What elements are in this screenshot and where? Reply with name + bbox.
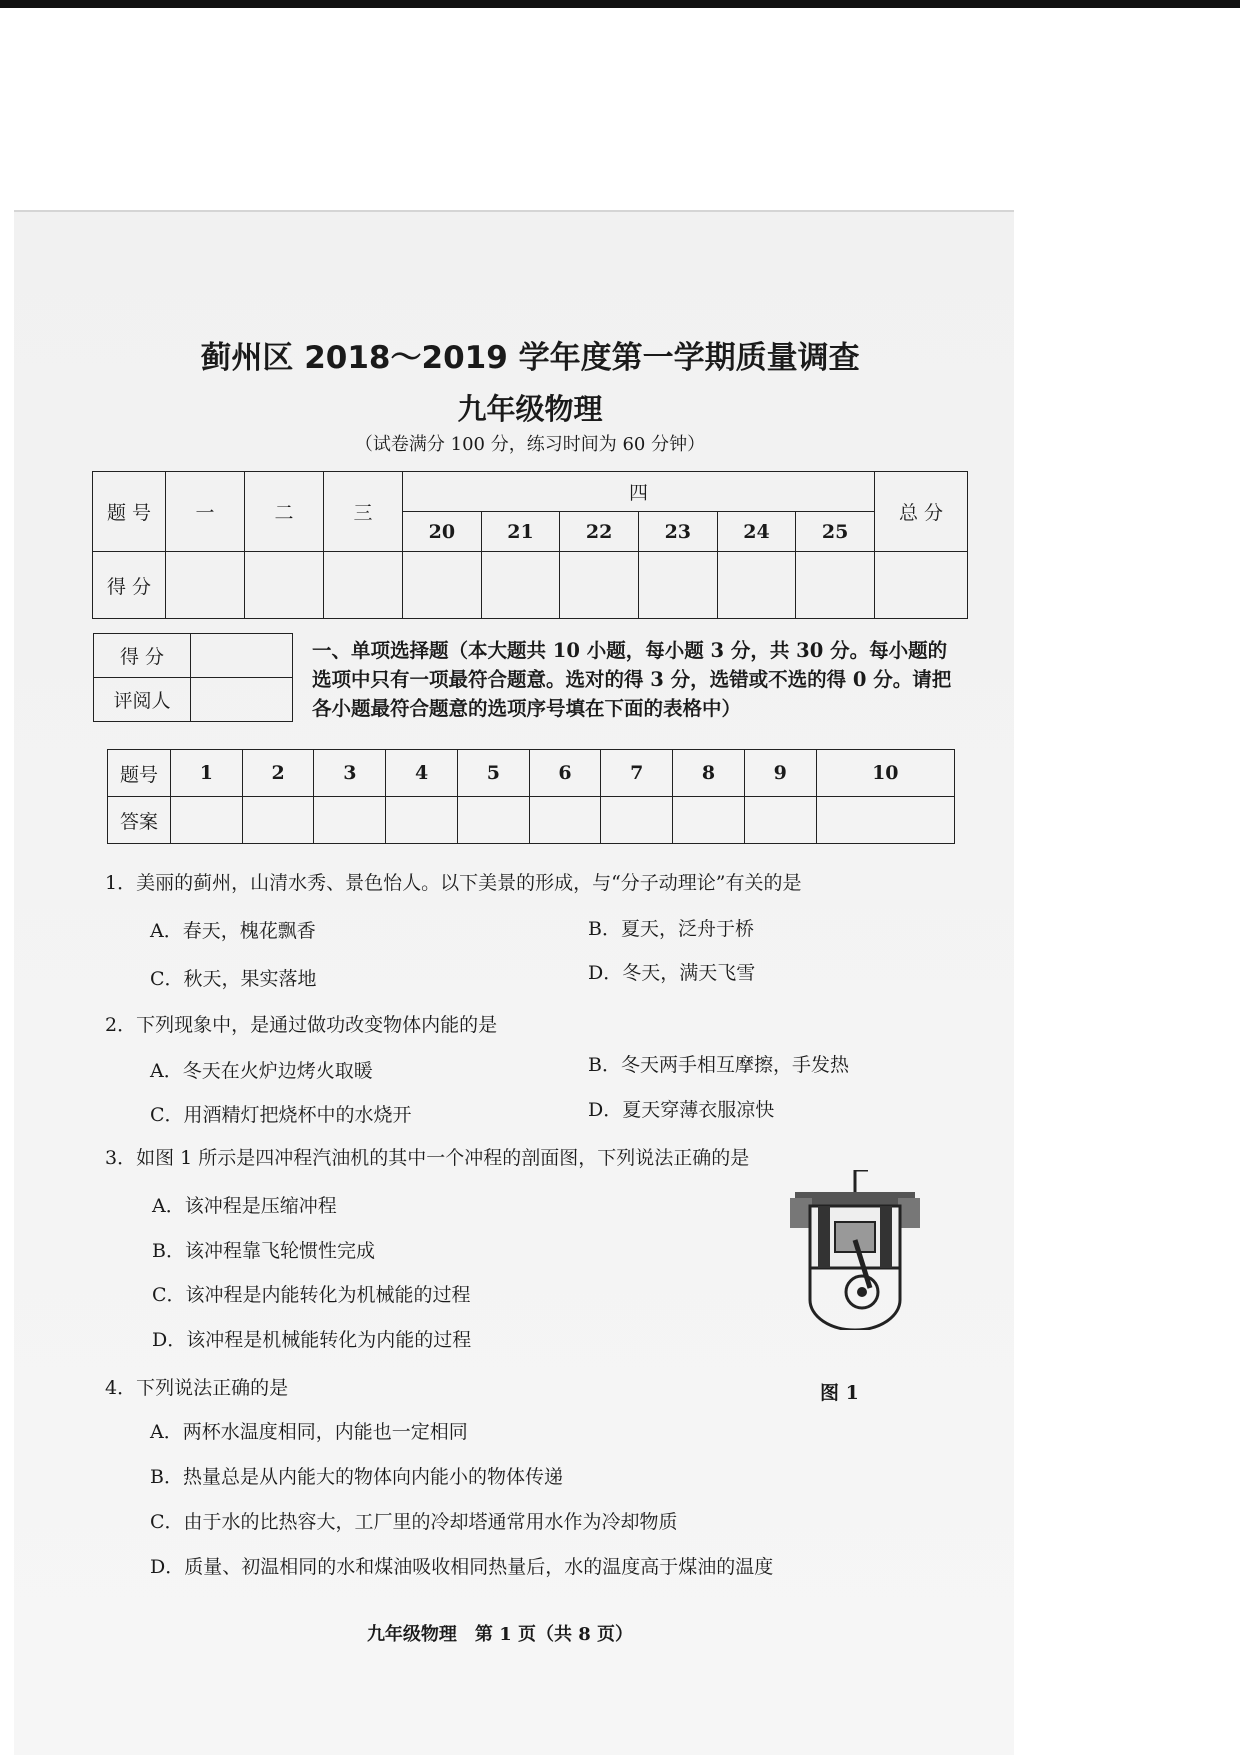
score-cell xyxy=(796,552,875,619)
question-2-option-a: A．冬天在火炉边烤火取暖 xyxy=(150,1060,373,1082)
question-3-option-c: C．该冲程是内能转化为机械能的过程 xyxy=(152,1284,471,1306)
answer-number: 4 xyxy=(386,750,458,797)
figure-caption: 图 1 xyxy=(820,1382,859,1404)
question-3-stem: 3．如图 1 所示是四冲程汽油机的其中一个冲程的剖面图，下列说法正确的是 xyxy=(105,1147,750,1169)
question-4-option-b: B．热量总是从内能大的物体向内能小的物体传递 xyxy=(150,1466,563,1488)
question-2-option-b: B．冬天两手相互摩擦，手发热 xyxy=(588,1054,849,1076)
grader-table xyxy=(93,633,293,722)
score-subcol: 22 xyxy=(560,512,639,552)
answer-number: 10 xyxy=(816,750,954,797)
answer-cell xyxy=(816,797,954,844)
score-cell xyxy=(166,552,245,619)
score-row-label-number: 题 号 xyxy=(93,472,166,552)
engine-cross-section-figure xyxy=(790,1170,920,1330)
answer-number: 6 xyxy=(529,750,601,797)
exam-note: （试卷满分 100 分，练习时间为 60 分钟） xyxy=(354,434,706,455)
grader-score-cell xyxy=(191,634,293,678)
answer-number: 3 xyxy=(314,750,386,797)
question-4-option-c: C．由于水的比热容大，工厂里的冷却塔通常用水作为冷却物质 xyxy=(150,1511,678,1533)
answer-cell xyxy=(673,797,745,844)
answer-cell xyxy=(457,797,529,844)
score-col-1: 一 xyxy=(166,472,245,552)
answer-cell xyxy=(529,797,601,844)
question-4-stem: 4．下列说法正确的是 xyxy=(105,1377,289,1399)
question-3-option-a: A．该冲程是压缩冲程 xyxy=(152,1195,337,1217)
page-footer: 九年级物理 第 1 页（共 8 页） xyxy=(366,1624,634,1645)
answer-cell xyxy=(744,797,816,844)
grader-reviewer-cell xyxy=(191,678,293,722)
answer-number: 9 xyxy=(744,750,816,797)
question-2-option-c: C．用酒精灯把烧杯中的水烧开 xyxy=(150,1104,412,1126)
score-cell xyxy=(560,552,639,619)
exam-title: 蓟州区 2018～2019 学年度第一学期质量调查 xyxy=(200,340,860,376)
section-heading: 一、单项选择题（本大题共 10 小题，每小题 3 分，共 30 分。每小题的选项中只有一项最符合题意。选对的得 3 分，选错或不选的得 0 分。请把各小题最符合题意的选项序号填在下面的表格中） xyxy=(312,639,952,720)
question-4-option-a: A．两杯水温度相同，内能也一定相同 xyxy=(150,1421,468,1443)
score-subcol: 24 xyxy=(717,512,796,552)
score-subcol: 20 xyxy=(403,512,482,552)
answer-number: 7 xyxy=(601,750,673,797)
question-1-option-c: C．秋天，果实落地 xyxy=(150,968,317,990)
grader-score-label: 得 分 xyxy=(94,634,191,678)
answer-cell xyxy=(601,797,673,844)
score-subcol: 23 xyxy=(638,512,717,552)
score-col-2: 二 xyxy=(245,472,324,552)
question-2-stem: 2．下列现象中，是通过做功改变物体内能的是 xyxy=(105,1014,498,1036)
score-cell xyxy=(324,552,403,619)
question-3-option-b: B．该冲程靠飞轮惯性完成 xyxy=(152,1240,375,1262)
answer-number: 5 xyxy=(457,750,529,797)
question-3-option-d: D．该冲程是机械能转化为内能的过程 xyxy=(152,1329,472,1351)
answer-cell xyxy=(386,797,458,844)
answer-number: 8 xyxy=(673,750,745,797)
answer-number: 2 xyxy=(242,750,314,797)
score-total: 总 分 xyxy=(875,472,968,552)
score-col-4: 四 xyxy=(403,472,875,512)
answer-cell xyxy=(242,797,314,844)
score-cell xyxy=(245,552,324,619)
exam-subject: 九年级物理 xyxy=(457,392,603,426)
question-2-option-d: D．夏天穿薄衣服凉快 xyxy=(588,1099,775,1121)
score-cell xyxy=(403,552,482,619)
answer-cell xyxy=(171,797,243,844)
score-cell xyxy=(717,552,796,619)
question-1-option-d: D．冬天，满天飞雪 xyxy=(588,962,756,984)
score-cell xyxy=(875,552,968,619)
question-4-option-d: D．质量、初温相同的水和煤油吸收相同热量后，水的温度高于煤油的温度 xyxy=(150,1556,774,1578)
answer-row-label-number: 题号 xyxy=(108,750,171,797)
answer-row-label-answer: 答案 xyxy=(108,797,171,844)
question-1-option-b: B．夏天，泛舟于桥 xyxy=(588,918,754,940)
question-1-stem: 1．美丽的蓟州，山清水秀、景色怡人。以下美景的形成，与“分子动理论”有关的是 xyxy=(105,872,802,894)
score-table xyxy=(92,471,968,619)
answer-cell xyxy=(314,797,386,844)
grader-reviewer-label: 评阅人 xyxy=(94,678,191,722)
score-subcol: 21 xyxy=(481,512,560,552)
score-cell xyxy=(638,552,717,619)
answer-table xyxy=(107,749,955,844)
question-1-option-a: A．春天，槐花飘香 xyxy=(150,920,316,942)
score-subcol: 25 xyxy=(796,512,875,552)
answer-number: 1 xyxy=(171,750,243,797)
score-col-3: 三 xyxy=(324,472,403,552)
score-cell xyxy=(481,552,560,619)
score-row-label-score: 得 分 xyxy=(93,552,166,619)
